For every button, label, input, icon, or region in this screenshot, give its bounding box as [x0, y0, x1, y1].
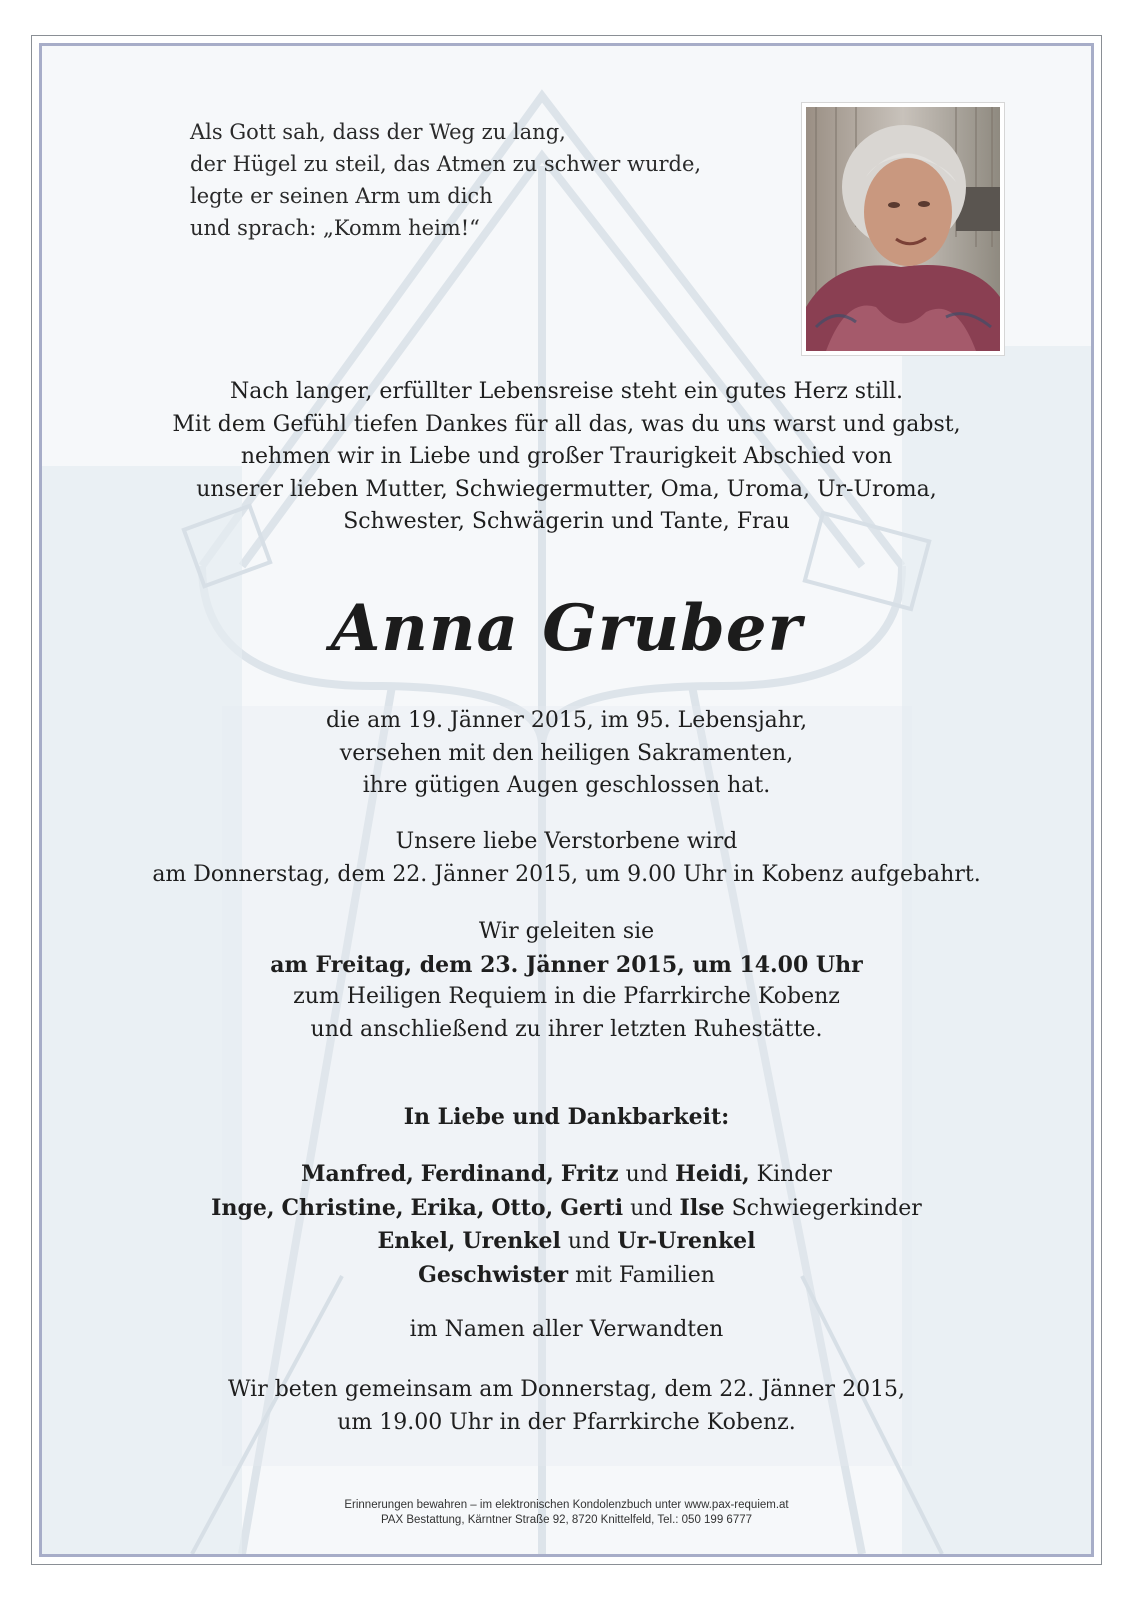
memorial-poem	[190, 116, 750, 244]
name: Urenkel	[462, 1228, 561, 1254]
intro-line: unserer lieben Mutter, Schwiegermutter, Oma, Uroma, Ur-Uroma,	[196, 476, 937, 502]
name: Ilse	[679, 1194, 725, 1221]
name: Otto,	[491, 1194, 554, 1221]
poem-line: legte er seinen Arm um dich	[190, 184, 493, 208]
portrait-image	[806, 107, 1000, 351]
footer-condolence-line: Erinnerungen bewahren – im elektronischen Kondolenzbuch unter www.pax-requiem.at	[344, 1499, 789, 1511]
intro-line: Schwester, Schwägerin und Tante, Frau	[343, 509, 790, 534]
funeral-details	[42, 916, 1091, 1046]
name: Erika,	[410, 1194, 485, 1221]
prayer-line: um 19.00 Uhr in der Pfarrkirche Kobenz.	[337, 1409, 796, 1435]
funeral-line: und anschließend zu ihrer letzten Ruhestätte.	[310, 1016, 823, 1042]
name: Manfred,	[301, 1161, 414, 1187]
funeral-line: zum Heiligen Requiem in die Pfarrkirche Kobenz	[293, 984, 840, 1009]
viewing-details	[42, 826, 1091, 891]
relation: Schwiegerkinder	[731, 1195, 922, 1221]
thanks-heading: In Liebe und Dankbarkeit:	[403, 1104, 730, 1130]
parte-card	[39, 43, 1094, 1557]
death-details	[42, 705, 1091, 803]
conjunction: und	[630, 1195, 673, 1221]
footer	[42, 1498, 1091, 1528]
name: Christine,	[281, 1194, 404, 1221]
relatives-line: im Namen aller Verwandten	[409, 1317, 724, 1342]
portrait-photo	[802, 103, 1004, 355]
name: Enkel,	[377, 1228, 456, 1254]
prayer-line: Wir beten gemeinsam am Donnerstag, dem 22. Jänner 2015,	[227, 1377, 906, 1402]
family-grandchildren	[42, 1225, 1091, 1259]
family-siblings	[42, 1259, 1091, 1293]
footer-address-line: PAX Bestattung, Kärntner Straße 92, 8720 Knittelfeld, Tel.: 050 199 6777	[380, 1514, 752, 1526]
conjunction: und	[567, 1229, 611, 1254]
death-line: ihre gütigen Augen geschlossen hat.	[362, 773, 771, 798]
intro-text	[42, 376, 1091, 539]
family-in-laws	[42, 1192, 1091, 1226]
name: Ur-Urenkel	[617, 1228, 756, 1254]
name: Fritz	[560, 1161, 619, 1187]
poem-line: und sprach: „Komm heim!“	[190, 216, 480, 240]
relation: Kinder	[756, 1162, 832, 1187]
funeral-line: Wir geleiten sie	[478, 919, 655, 944]
poem-line: Als Gott sah, dass der Weg zu lang,	[190, 120, 566, 144]
intro-line: Mit dem Gefühl tiefen Dankes für all das, was du uns warst und gabst,	[172, 411, 961, 437]
prayer-details	[42, 1374, 1091, 1439]
conjunction: und	[625, 1162, 669, 1187]
death-line: versehen mit den heiligen Sakramenten,	[339, 740, 794, 766]
name: Heidi,	[675, 1161, 750, 1187]
death-line: die am 19. Jänner 2015, im 95. Lebensjahr,	[325, 708, 808, 733]
deceased-name: Anna Gruber	[330, 591, 803, 666]
name: Ferdinand,	[420, 1161, 554, 1187]
family-list	[42, 1158, 1091, 1292]
intro-line: Nach langer, erfüllter Lebensreise steht ein gutes Herz still.	[229, 379, 904, 404]
intro-line: nehmen wir in Liebe und großer Traurigkeit Abschied von	[240, 444, 893, 469]
viewing-line: Unsere liebe Verstorbene wird	[395, 829, 738, 854]
family-children	[42, 1158, 1091, 1192]
name: Geschwister	[418, 1261, 569, 1288]
funeral-date: am Freitag, dem 23. Jänner 2015, um 14.00 Uhr	[270, 951, 863, 978]
viewing-line: am Donnerstag, dem 22. Jänner 2015, um 9.00 Uhr in Kobenz aufgebahrt.	[152, 861, 981, 887]
poem-line: der Hügel zu steil, das Atmen zu schwer wurde,	[190, 152, 702, 176]
name: Inge,	[211, 1194, 275, 1221]
relation: mit Familien	[575, 1262, 715, 1288]
name: Gerti	[560, 1194, 624, 1221]
